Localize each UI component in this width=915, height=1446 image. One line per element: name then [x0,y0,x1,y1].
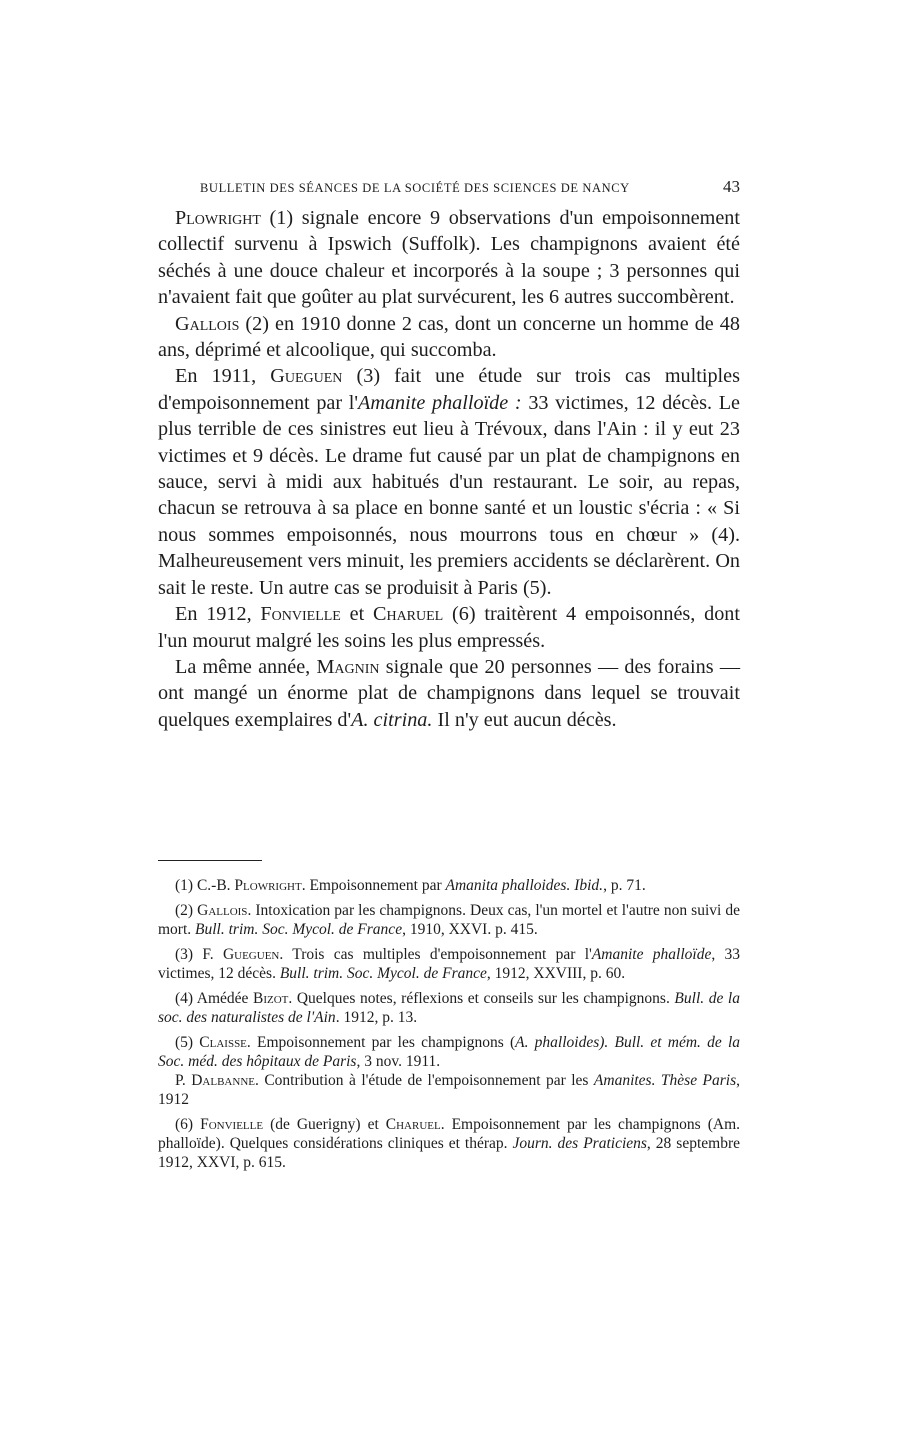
footnote-5 [158,1033,740,1071]
paragraph-text: (1) signale encore 9 observations d'un empoisonnement collectif survenu à Ipswich (Suffolk). Les champignons avaient été séchés à une douce chaleur et incorporés à la soupe ; 3 personnes qui n'avaient fait que goûter au plat survécurent, les 6 autres succombèrent. [158,207,740,309]
author-name: Dalbanne [191,1072,255,1089]
footnote-4 [158,989,740,1027]
footnote-text: . Quelques notes, réflexions et conseils sur les champignons. [288,990,675,1007]
author-name: Gallois [175,312,240,335]
footnote-1 [158,876,740,895]
paragraph-text: et [340,603,373,626]
paragraph-text: (6) traitèrent 4 empoisonnés, dont l'un mourut malgré les soins les plus empressés. [158,603,740,652]
running-head: BULLETIN DES SÉANCES DE LA SOCIÉTÉ DES SCIENCES DE NANCY [200,181,630,195]
footnote-number: (5) [175,1034,200,1051]
paragraph-plowright [158,205,740,311]
paragraph-gallois [158,311,740,364]
species-name: A. citrina. [351,708,433,731]
species-name: Amanite phalloïde [591,946,712,963]
author-name: Charuel [385,1116,441,1133]
main-text [158,205,740,733]
footnote-text: (de Guerigny) et [263,1116,386,1133]
footnote-text: , 28 septembre 1912, XXVI, p. 615. [158,1135,740,1171]
footnote-text: , 3 nov. 1911. [356,1053,441,1070]
footnote-number: (6) [175,1116,201,1133]
footnote-3 [158,945,740,983]
footnote-2 [158,901,740,939]
page-header [200,177,740,197]
paragraph-text: signale que 20 personnes — des forains — ont mangé un énorme plat de champignons dans lequel se trouvait quelques exemplaires d' [158,655,741,731]
footnote-text: , 1910, XXVI. p. 415. [402,921,538,938]
page-number: 43 [723,177,740,196]
footnotes [158,876,740,1178]
author-name: Gueguen [222,946,280,963]
publication-title: Amanita phalloides. Ibid. [445,877,604,894]
paragraph-text: Il n'y eut aucun décès. [432,708,617,731]
footnote-number: (2) [175,902,198,919]
footnote-6 [158,1115,740,1172]
footnote-text: , 33 victimes, 12 décès. [158,946,741,982]
footnote-5-continued [158,1071,740,1109]
publication-title: Bull. de la soc. des naturalistes de l'Ain [158,990,740,1026]
author-name: Plowright [175,207,261,229]
author-name: Charuel [373,603,444,626]
paragraph-text: (2) en 1910 donne 2 cas, dont un concerne un homme de 48 ans, déprimé et alcoolique, qui succomba. [158,312,740,362]
publication-title: Amanites. Thèse Paris [593,1072,737,1089]
footnote-number: (4) Amédée [175,990,254,1007]
publication-title: Bull. trim. Soc. Mycol. de France [279,965,487,982]
footnote-separator [158,860,262,861]
species-name: Amanite phalloïde : [358,391,522,414]
footnote-text: , p. 71. [603,877,646,894]
author-name: Fonvielle [260,603,341,626]
footnote-text: . Trois cas multiples d'empoisonnement par l' [279,946,592,963]
author-name: Fonvielle [200,1116,264,1133]
author-name: Gueguen [270,365,343,388]
footnote-text: , 1912, XXVIII, p. 60. [486,965,626,982]
footnote-text: , 1912 [158,1072,741,1108]
publication-title: Bull. trim. Soc. Mycol. de France [195,921,403,938]
publication-title: A. phalloides). Bull. et mém. de la Soc. méd. des hôpitaux de Paris [158,1034,741,1070]
author-name: Bizot [253,990,289,1007]
author-name: Claisse [199,1034,247,1051]
paragraph-lead: En 1912, [175,603,261,626]
footnote-number: (1) C.-B. [175,877,235,894]
paragraph-lead: La même année, [175,655,317,678]
footnote-text: . 1912, p. 13. [335,1009,418,1026]
paragraph-magnin [158,654,740,733]
paragraph-text: 33 victimes, 12 décès. Le plus terrible de ces sinistres eut lieu à Trévoux, dans l'Ain : il y eut 23 victimes et 9 décès. Le drame fut causé par un plat de champignons en sauce, servi à midi aux habitués d'un restaurant. Le soir, au repas, chacun se retrouva à sa place en bonne santé et un loustic s'écria : « Si nous sommes empoisonnés, nous mourrons tous en chœur » (4). Malheureusement vers minuit, les premiers accidents se déclarèrent. On sait le reste. Un autre cas se produisit à Paris (5). [158,391,740,599]
paragraph-fonvielle [158,601,740,654]
author-name: Plowright [234,877,302,894]
footnote-text: . Intoxication par les champignons. Deux cas, l'un mortel et l'autre non suivi de mort. [158,902,740,938]
footnote-text: . Empoisonnement par [301,877,446,894]
paragraph-lead: En 1911, [175,365,271,388]
footnote-number: (3) F. [175,946,223,963]
footnote-text: . Empoisonnement par les champignons (Am. phalloïde). Quelques considérations cliniques et thérap. [158,1116,740,1152]
paragraph-text: (3) fait une étude sur trois cas multiples d'empoisonnement par l' [158,365,740,414]
footnote-text: . Empoisonnement par les champignons ( [246,1034,516,1051]
publication-title: Journ. des Praticiens [512,1135,647,1152]
paragraph-gueguen [158,363,740,601]
author-name: Magnin [316,655,380,678]
footnote-prefix: P. [175,1072,192,1089]
author-name: Gallois [197,902,248,919]
footnote-text: . Contribution à l'étude de l'empoisonnement par les [254,1072,594,1089]
